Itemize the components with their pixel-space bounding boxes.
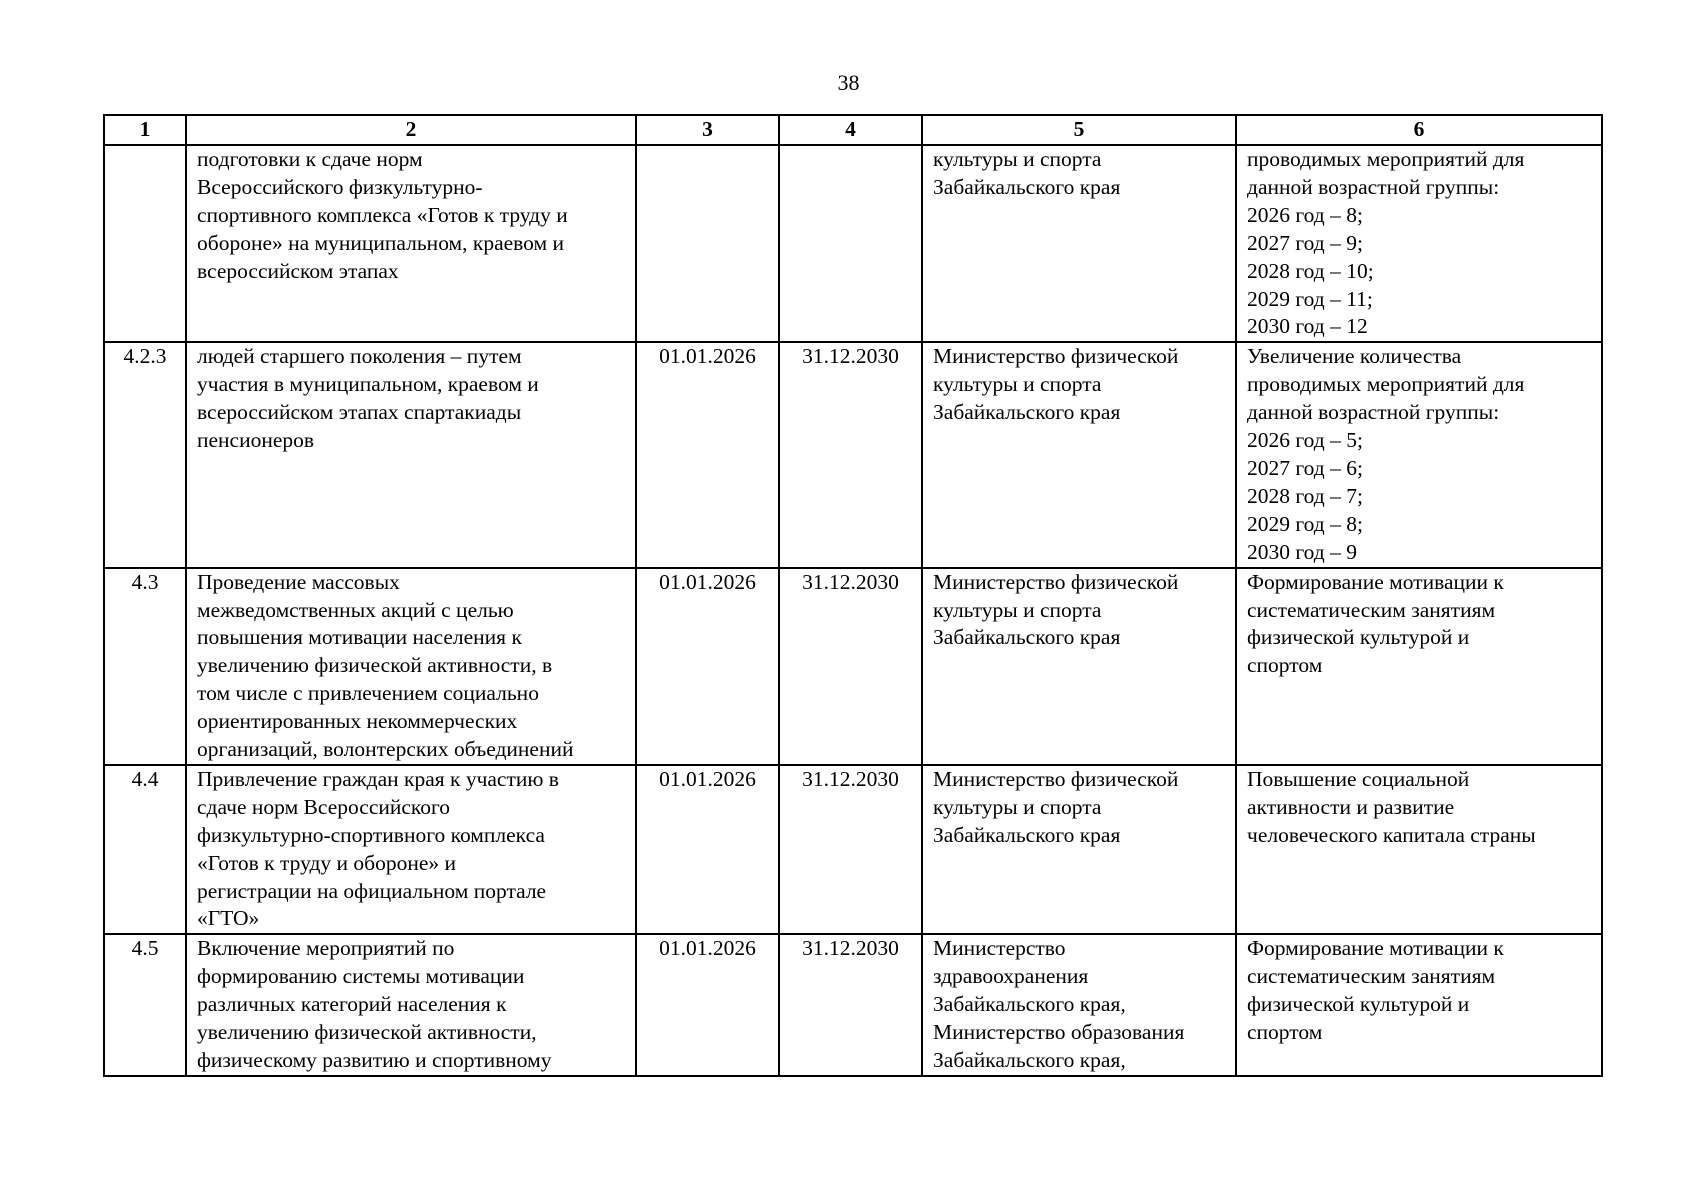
item-number-cell: 4.4 xyxy=(104,765,186,934)
activity-line: всероссийском этапах xyxy=(197,258,399,283)
result-line: человеческого капитала страны xyxy=(1247,822,1536,847)
responsible-cell xyxy=(922,342,1236,567)
activity-line: Включение мероприятий по xyxy=(197,936,455,961)
result-cell xyxy=(1236,568,1602,765)
header-row xyxy=(104,115,1602,145)
responsible-line: Министерство образования xyxy=(933,1020,1185,1045)
result-line: систематическим занятиям xyxy=(1247,597,1496,622)
responsible-line: Забайкальского края xyxy=(933,822,1121,847)
result-line: проводимых мероприятий для xyxy=(1247,372,1525,397)
activity-line: организаций, волонтерских объединений xyxy=(197,737,574,762)
start-date-cell xyxy=(636,145,779,342)
column-header-3: 3 xyxy=(636,115,779,145)
result-line: активности и развитие xyxy=(1247,794,1455,819)
activity-line: «Готов к труду и обороне» и xyxy=(197,850,457,875)
result-line: 2026 год – 5; xyxy=(1247,428,1363,453)
page-number: 38 xyxy=(837,70,860,95)
activity-cell xyxy=(186,765,636,934)
result-line: данной возрастной группы: xyxy=(1247,400,1500,425)
table-row xyxy=(104,765,1602,934)
activity-line: ориентированных некоммерческих xyxy=(197,709,518,734)
result-line: 2027 год – 6; xyxy=(1247,455,1363,480)
result-line: 2030 год – 12 xyxy=(1247,314,1368,339)
activity-line: подготовки к сдаче норм xyxy=(197,147,423,171)
activity-cell xyxy=(186,568,636,765)
result-line: Формирование мотивации к xyxy=(1247,569,1504,594)
responsible-line: культуры и спорта xyxy=(933,794,1102,819)
activity-line: формированию системы мотивации xyxy=(197,964,525,989)
item-number-cell: 4.3 xyxy=(104,568,186,765)
column-header-5: 5 xyxy=(922,115,1236,145)
activity-line: межведомственных акций с целью xyxy=(197,597,514,622)
result-line: Формирование мотивации к xyxy=(1247,936,1504,961)
activities-table xyxy=(103,114,1603,1077)
result-line: 2026 год – 8; xyxy=(1247,202,1363,227)
table-row xyxy=(104,568,1602,765)
responsible-line: культуры и спорта xyxy=(933,372,1102,397)
column-header-6: 6 xyxy=(1236,115,1602,145)
result-cell xyxy=(1236,765,1602,934)
result-line: спортом xyxy=(1247,653,1323,678)
responsible-line: Забайкальского края, xyxy=(933,1048,1126,1072)
activity-line: обороне» на муниципальном, краевом и xyxy=(197,230,565,255)
responsible-line: Министерство физической xyxy=(933,766,1179,791)
result-line: 2029 год – 8; xyxy=(1247,511,1363,536)
result-line: 2028 год – 10; xyxy=(1247,258,1374,283)
result-line: систематическим занятиям xyxy=(1247,964,1496,989)
activity-line: увеличению физической активности, в xyxy=(197,653,553,678)
start-date-cell: 01.01.2026 xyxy=(636,765,779,934)
activity-line: сдаче норм Всероссийского xyxy=(197,794,451,819)
activity-line: всероссийском этапах спартакиады xyxy=(197,400,522,425)
result-cell xyxy=(1236,342,1602,567)
activity-line: Привлечение граждан края к участию в xyxy=(197,766,559,791)
item-number-cell: 4.5 xyxy=(104,934,186,1076)
activity-line: том числе с привлечением социально xyxy=(197,681,539,706)
responsible-line: Забайкальского края, xyxy=(933,992,1126,1017)
activity-cell xyxy=(186,145,636,342)
activity-line: повышения мотивации населения к xyxy=(197,625,522,650)
table-row xyxy=(104,934,1602,1076)
activity-line: спортивного комплекса «Готов к труду и xyxy=(197,202,568,227)
responsible-cell xyxy=(922,765,1236,934)
responsible-line: Министерство физической xyxy=(933,569,1179,594)
item-number-cell: 4.2.3 xyxy=(104,342,186,567)
responsible-line: здравоохранения xyxy=(933,964,1089,989)
activity-cell xyxy=(186,934,636,1076)
result-cell xyxy=(1236,145,1602,342)
table-body xyxy=(104,145,1602,1076)
result-line: 2030 год – 9 xyxy=(1247,539,1357,564)
responsible-line: Забайкальского края xyxy=(933,174,1121,199)
activity-line: физкультурно-спортивного комплекса xyxy=(197,822,545,847)
table-header xyxy=(104,115,1602,145)
end-date-cell: 31.12.2030 xyxy=(779,342,922,567)
activity-line: регистрации на официальном портале xyxy=(197,878,547,903)
responsible-cell xyxy=(922,145,1236,342)
end-date-cell: 31.12.2030 xyxy=(779,934,922,1076)
result-line: Повышение социальной xyxy=(1247,766,1470,791)
column-header-4: 4 xyxy=(779,115,922,145)
activity-line: людей старшего поколения – путем xyxy=(197,344,522,369)
result-line: спортом xyxy=(1247,1020,1323,1045)
start-date-cell: 01.01.2026 xyxy=(636,342,779,567)
responsible-line: Министерство xyxy=(933,936,1066,961)
start-date-cell: 01.01.2026 xyxy=(636,568,779,765)
responsible-cell xyxy=(922,568,1236,765)
result-cell xyxy=(1236,934,1602,1076)
responsible-line: культуры и спорта xyxy=(933,597,1102,622)
result-line: 2029 год – 11; xyxy=(1247,286,1373,311)
responsible-line: Забайкальского края xyxy=(933,400,1121,425)
table-row xyxy=(104,342,1602,567)
activity-line: пенсионеров xyxy=(197,428,315,453)
end-date-cell: 31.12.2030 xyxy=(779,765,922,934)
result-line: проводимых мероприятий для xyxy=(1247,147,1525,171)
end-date-cell: 31.12.2030 xyxy=(779,568,922,765)
column-header-1: 1 xyxy=(104,115,186,145)
result-line: данной возрастной группы: xyxy=(1247,174,1500,199)
activity-cell xyxy=(186,342,636,567)
table-row xyxy=(104,145,1602,342)
start-date-cell: 01.01.2026 xyxy=(636,934,779,1076)
activity-line: увеличению физической активности, xyxy=(197,1020,537,1045)
column-header-2: 2 xyxy=(186,115,636,145)
activity-line: Проведение массовых xyxy=(197,569,400,594)
activity-line: физическому развитию и спортивному xyxy=(197,1048,552,1072)
result-line: физической культурой и xyxy=(1247,625,1470,650)
activity-line: различных категорий населения к xyxy=(197,992,507,1017)
activity-line: «ГТО» xyxy=(197,906,260,931)
responsible-line: культуры и спорта xyxy=(933,147,1102,171)
responsible-line: Забайкальского края xyxy=(933,625,1121,650)
responsible-cell xyxy=(922,934,1236,1076)
result-line: 2027 год – 9; xyxy=(1247,230,1363,255)
end-date-cell xyxy=(779,145,922,342)
activity-line: Всероссийского физкультурно- xyxy=(197,174,483,199)
activity-line: участия в муниципальном, краевом и xyxy=(197,372,539,397)
responsible-line: Министерство физической xyxy=(933,344,1179,369)
result-line: 2028 год – 7; xyxy=(1247,483,1363,508)
result-line: Увеличение количества xyxy=(1247,344,1462,369)
result-line: физической культурой и xyxy=(1247,992,1470,1017)
item-number-cell xyxy=(104,145,186,342)
